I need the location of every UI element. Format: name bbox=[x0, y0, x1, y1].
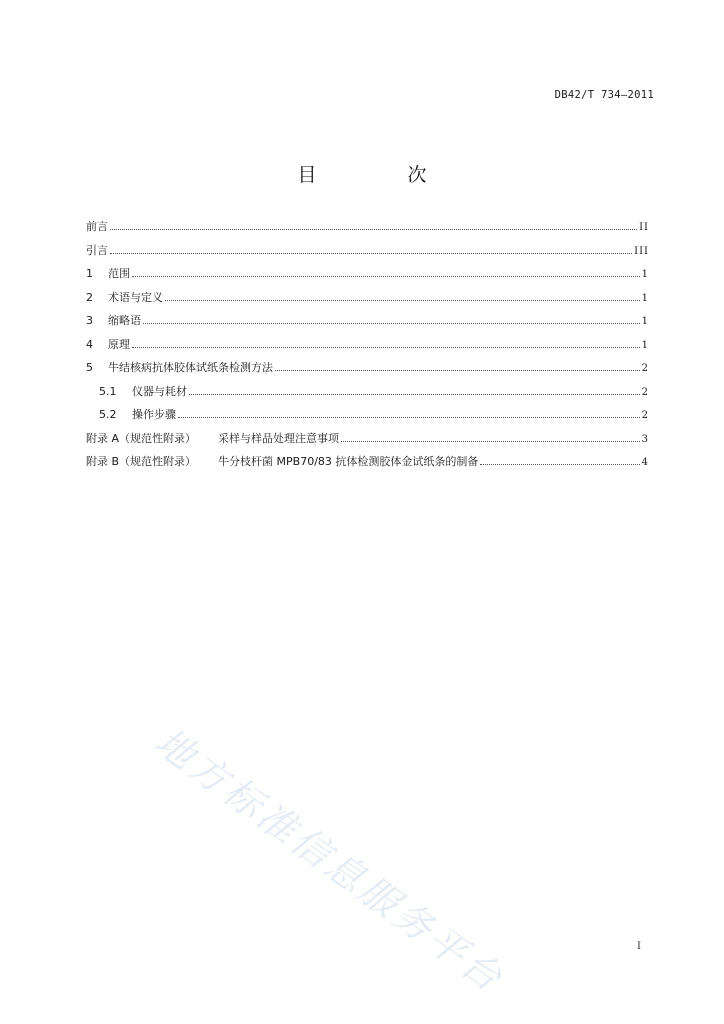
toc-entry[interactable] bbox=[86, 313, 649, 337]
toc-entry-title: 引言 bbox=[86, 243, 108, 257]
toc-dot-leader bbox=[143, 322, 640, 324]
toc-entry-page: 2 bbox=[641, 363, 649, 374]
toc-entry-number: 4 bbox=[86, 337, 93, 351]
toc-dot-leader bbox=[132, 346, 640, 348]
toc-entry-number: 5 bbox=[86, 361, 93, 374]
toc-entry[interactable] bbox=[86, 384, 649, 408]
toc-entry[interactable] bbox=[86, 337, 649, 361]
toc-dot-leader bbox=[275, 369, 640, 371]
toc-entry-number: 3 bbox=[86, 314, 93, 327]
document-code: DB42/T 734—2011 bbox=[554, 89, 654, 101]
toc-dot-leader bbox=[110, 252, 632, 254]
toc-entry-number: 2 bbox=[86, 290, 93, 304]
toc-entry-page: 3 bbox=[641, 433, 649, 445]
toc-entry[interactable] bbox=[86, 360, 649, 384]
toc-dot-leader bbox=[480, 463, 639, 465]
toc-entry-title: 缩略语 bbox=[108, 314, 141, 327]
toc-entry[interactable] bbox=[86, 219, 649, 243]
toc-dot-leader bbox=[341, 440, 640, 442]
toc-title: 目 次 bbox=[297, 164, 463, 186]
toc-entry-title: 仪器与耗材 bbox=[132, 384, 187, 398]
toc-dot-leader bbox=[178, 416, 640, 418]
toc-entry-title: 附录 B（规范性附录） bbox=[86, 455, 197, 468]
toc-entry-title: 前言 bbox=[86, 220, 108, 233]
toc-entry-page: 1 bbox=[641, 292, 649, 304]
toc-entry-page: 1 bbox=[641, 269, 649, 280]
toc-entry-title: 术语与定义 bbox=[108, 290, 163, 304]
toc-entry-number: 5.1 bbox=[99, 384, 117, 398]
toc-entry[interactable] bbox=[86, 266, 649, 290]
toc-entry-title: 范围 bbox=[108, 267, 130, 280]
toc-entry-page: III bbox=[634, 245, 649, 257]
toc-entry-title: 附录 A（规范性附录） bbox=[86, 431, 197, 445]
toc-dot-leader bbox=[165, 299, 640, 301]
toc-entry[interactable] bbox=[86, 243, 649, 267]
toc-entry-title: 原理 bbox=[108, 337, 130, 351]
toc-dot-leader bbox=[132, 275, 640, 277]
toc-entry-number: 5.2 bbox=[99, 408, 117, 421]
toc-entry-page: II bbox=[639, 222, 649, 233]
toc-entry-title: 操作步骤 bbox=[132, 408, 176, 421]
toc-dot-leader bbox=[110, 228, 637, 230]
toc-entry[interactable] bbox=[86, 407, 649, 431]
toc-entry-subtitle: 牛分枝杆菌 MPB70/83 抗体检测胶体金试纸条的制备 bbox=[218, 455, 479, 468]
toc-entry-page: 1 bbox=[641, 316, 649, 327]
toc-entry-subtitle: 采样与样品处理注意事项 bbox=[218, 431, 340, 445]
toc-entry-number: 1 bbox=[86, 267, 93, 280]
toc-dot-leader bbox=[189, 393, 640, 395]
page-number: I bbox=[637, 941, 641, 952]
toc-entry[interactable] bbox=[86, 290, 649, 314]
toc-entry-page: 2 bbox=[641, 410, 649, 421]
toc-entry[interactable] bbox=[86, 431, 649, 455]
toc-entry[interactable] bbox=[86, 454, 649, 478]
toc-entry-page: 1 bbox=[641, 339, 649, 351]
toc-entry-page: 2 bbox=[641, 386, 649, 398]
toc-entry-page: 4 bbox=[641, 457, 649, 468]
table-of-contents bbox=[86, 219, 649, 478]
watermark: 地方标准信息服务平台 bbox=[146, 719, 513, 1002]
toc-entry-title: 牛结核病抗体胶体试纸条检测方法 bbox=[108, 361, 273, 374]
